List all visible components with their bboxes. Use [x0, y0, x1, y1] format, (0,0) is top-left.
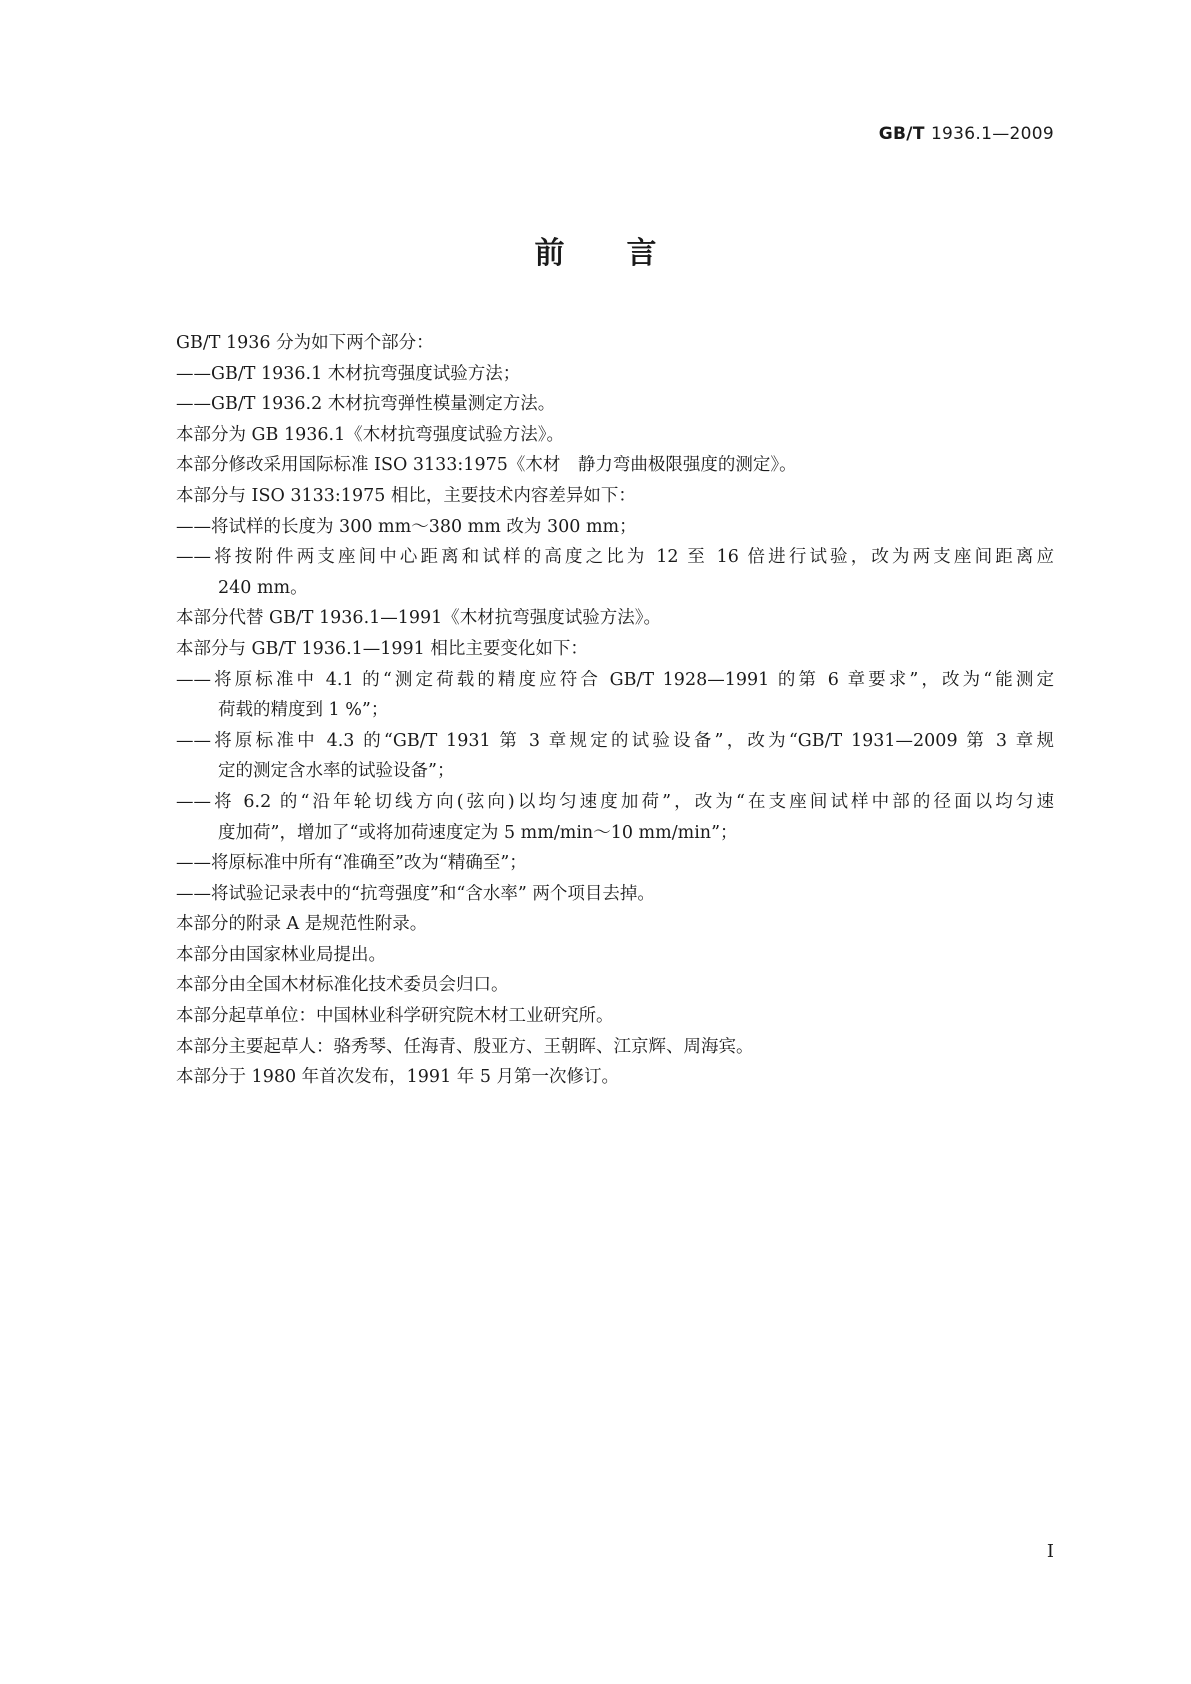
paragraph-replaces: 本部分代替 GB/T 1936.1—1991《木材抗弯强度试验方法》。 [176, 608, 662, 629]
list-item-part-2: ——GB/T 1936.2 木材抗弯弹性模量测定方法。 [176, 394, 556, 415]
list-item-moisture-equipment: ——将原标准中 4.3 的“GB/T 1931 第 3 章规定的试验设备”，改为“GB/T 1931—2009 第 3 章规 定的测定含水率的试验设备”； [176, 730, 1054, 782]
page-number: I [1046, 1541, 1054, 1562]
list-item-support-distance: ——将按附件两支座间中心距离和试样的高度之比为 12 至 16 倍进行试验，改为两支座间距离应 240 mm。 [176, 547, 1054, 598]
standard-code: GB/T [878, 124, 925, 144]
list-item-accuracy-wording: ——将原标准中所有“准确至”改为“精确至”； [176, 853, 527, 874]
paragraph-iso-differences: 本部分与 ISO 3133:1975 相比，主要技术内容差异如下： [176, 485, 636, 506]
list-item-loading-speed: ——将 6.2 的“沿年轮切线方向(弦向)以均匀速度加荷”，改为“在支座间试样中部的径面以均匀速 度加荷”，增加了“或将加荷速度定为 5 mm/min～10 mm/min”； [176, 791, 1054, 843]
dash-marker: —— [176, 883, 211, 904]
list-item-length-change: ——将试样的长度为 300 mm～380 mm 改为 300 mm； [176, 516, 637, 537]
list-item-part-1: ——GB/T 1936.1 木材抗弯强度试验方法； [176, 363, 521, 384]
dash-marker: —— [176, 853, 211, 874]
paragraph-committee: 本部分由全国木材标准化技术委员会归口。 [176, 975, 509, 996]
title-char-1: 前 [534, 236, 565, 271]
dash-marker: —— [176, 394, 211, 415]
dash-marker: —— [176, 363, 211, 384]
paragraph-changes: 本部分与 GB/T 1936.1—1991 相比主要变化如下： [176, 638, 588, 659]
paragraph-parts-intro: GB/T 1936 分为如下两个部分： [176, 333, 434, 353]
paragraph-annex: 本部分的附录 A 是规范性附录。 [176, 914, 428, 935]
standard-number [879, 124, 1054, 144]
paragraph-this-part: 本部分为 GB 1936.1《木材抗弯强度试验方法》。 [176, 424, 564, 445]
dash-marker: —— [176, 669, 211, 690]
paragraph-history: 本部分于 1980 年首次发布，1991 年 5 月第一次修订。 [176, 1067, 620, 1088]
paragraph-drafting-unit: 本部分起草单位：中国林业科学研究院木材工业研究所。 [176, 1006, 614, 1027]
dash-marker: —— [176, 730, 211, 751]
list-item-record-table: ——将试验记录表中的“抗弯强度”和“含水率” 两个项目去掉。 [176, 883, 655, 904]
paragraph-iso-adoption: 本部分修改采用国际标准 ISO 3133:1975《木材 静力弯曲极限强度的测定》。 [176, 455, 797, 476]
page-title [0, 228, 1191, 272]
dash-marker: —— [176, 791, 211, 812]
paragraph-drafters: 本部分主要起草人：骆秀琴、任海青、殷亚方、王朝晖、江京辉、周海宾。 [176, 1036, 754, 1057]
dash-marker: —— [176, 516, 211, 537]
dash-marker: —— [176, 547, 211, 568]
title-char-2: 言 [626, 236, 657, 271]
list-item-load-accuracy: ——将原标准中 4.1 的“测定荷载的精度应符合 GB/T 1928—1991 的第 6 章要求”，改为“能测定 荷载的精度到 1 %”； [176, 669, 1054, 721]
foreword-body [176, 328, 1054, 1093]
paragraph-proposer: 本部分由国家林业局提出。 [176, 944, 386, 965]
standard-year-number: 1936.1—2009 [930, 124, 1054, 144]
